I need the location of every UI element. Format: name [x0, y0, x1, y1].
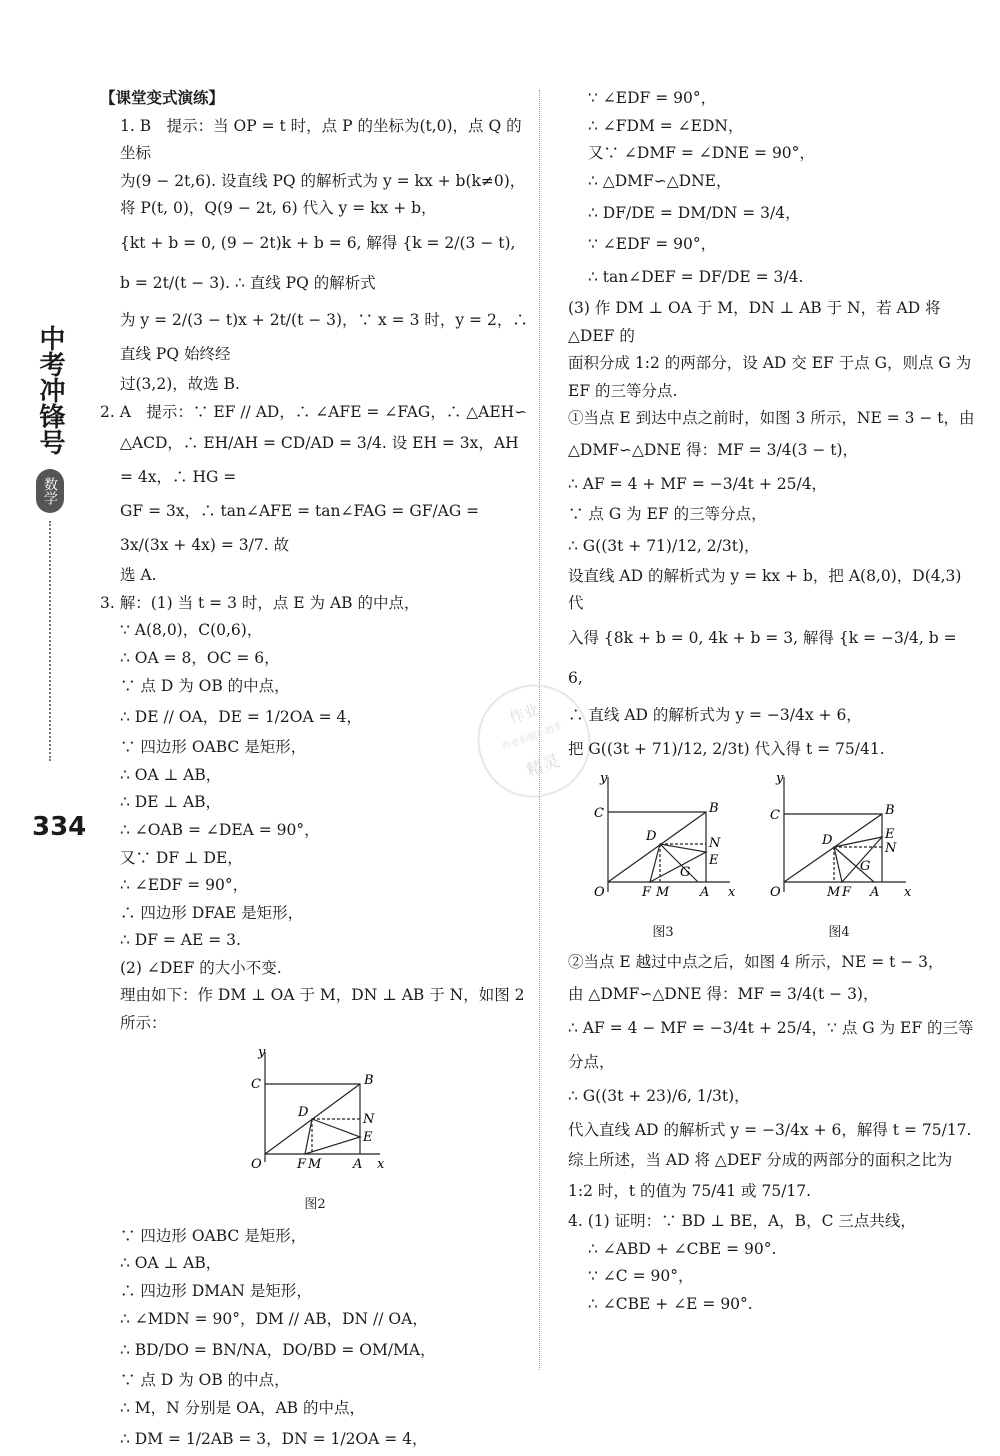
text-line: 1:2 时，t 的值为 75/41 或 75/17. — [568, 1182, 812, 1201]
text-line: 为 y = 2/(3 − t)x + 2t/(t − 3)，∵ x = 3 时，y = 2，∴ 直线 PQ 始终经 — [120, 310, 528, 363]
label-o: O — [770, 884, 781, 900]
label-m: M — [827, 884, 841, 900]
label-d: D — [822, 832, 833, 848]
triangle-def — [834, 837, 882, 882]
text-line: ∴ AF = 4 + MF = −3/4t + 25/4， — [568, 474, 828, 493]
text-line: 2. A 提示：∵ EF // AD，∴ ∠AFE = ∠FAG，∴ △AEH∽ — [100, 402, 528, 421]
text-line: ∴ 直线 AD 的解析式为 y = −3/4x + 6， — [568, 705, 862, 724]
text-line: ∴ AF = 4 − MF = −3/4t + 25/4，∵ 点 G 为 EF 的三等分点， — [568, 1018, 974, 1071]
text-line: ∴ M，N 分别是 OA，AB 的中点， — [120, 1398, 365, 1417]
text-line: ∴ OA = 8，OC = 6， — [120, 648, 280, 667]
text-line: ∵ 点 D 为 OB 的中点， — [120, 1371, 290, 1390]
label-m: M — [308, 1156, 322, 1172]
text-line: ∴ △DMF∽△DNE， — [588, 171, 732, 190]
text-line: ∴ ∠EDF = 90°， — [120, 876, 249, 895]
text-line: ①当点 E 到达中点之前时，如图 3 所示，NE = 3 − t，由 — [568, 409, 975, 428]
text-line: 1. B 提示：当 OP = t 时，点 P 的坐标为(t,0)，点 Q 的坐标 — [120, 116, 522, 163]
stamp-line1: 作业 — [506, 700, 542, 728]
label-a: A — [700, 884, 710, 900]
book-brand: 中考冲锋号 — [35, 325, 65, 455]
text-line: 过(3,2)，故选 B. — [120, 374, 240, 393]
text-line: ∴ ∠ABD + ∠CBE = 90°. — [588, 1239, 777, 1258]
label-y: y — [258, 1044, 266, 1060]
label-g: G — [680, 864, 691, 880]
label-c: C — [251, 1076, 261, 1092]
text-line: 3. 解：(1) 当 t = 3 时，点 E 为 AB 的中点， — [100, 593, 420, 612]
right-column — [568, 85, 976, 1318]
label-d: D — [646, 828, 657, 844]
label-y: y — [776, 771, 784, 786]
sidebar-dotted-line — [49, 521, 51, 761]
stamp-line2: 作业拍照小助手 — [501, 721, 564, 753]
text-line: ∴ DF = AE = 3. — [120, 931, 241, 950]
text-line: ∴ tan∠DEF = DF/DE = 3/4. — [588, 267, 804, 286]
figure-2-svg — [245, 1044, 385, 1182]
label-b: B — [364, 1072, 374, 1088]
figure-4-caption: 图4 — [828, 925, 850, 941]
text-line: ∵ 点 G 为 EF 的三等分点， — [568, 504, 767, 523]
text-line: ∴ ∠CBE + ∠E = 90°. — [588, 1294, 753, 1313]
figure-4 — [764, 772, 914, 947]
label-n: N — [709, 835, 721, 851]
text-line: ∴ 四边形 DMAN 是矩形， — [120, 1282, 312, 1301]
label-b: B — [709, 800, 719, 816]
text-line: ∵ ∠C = 90°， — [588, 1267, 694, 1286]
text-line: (2) ∠DEF 的大小不变. — [120, 958, 282, 977]
text-line: ∵ 点 D 为 OB 的中点， — [120, 676, 290, 695]
text-line: ∴ G((3t + 71)/12, 2/3t)， — [568, 536, 760, 555]
text-line: 入得 {8k + b = 0, 4k + b = 3, 解得 {k = −3/4, b = 6, — [568, 628, 957, 687]
label-y: y — [600, 771, 608, 786]
label-g: G — [860, 858, 871, 874]
sidebar — [32, 325, 68, 761]
triangle-def — [305, 1119, 360, 1154]
text-line: EF 的三等分点. — [568, 381, 678, 400]
text-line: 4. (1) 证明：∵ BD ⊥ BE，A，B，C 三点共线， — [568, 1212, 916, 1231]
label-n: N — [885, 840, 897, 856]
label-o: O — [594, 884, 605, 900]
label-f: F — [297, 1156, 307, 1172]
text-line: ②当点 E 越过中点之后，如图 4 所示，NE = t − 3， — [568, 952, 944, 971]
text-line: 又∵ ∠DMF = ∠DNE = 90°， — [588, 144, 815, 163]
stamp-line3: 精灵 — [523, 751, 563, 782]
figure-3-caption: 图3 — [652, 925, 674, 941]
text-line: 综上所述，当 AD 将 △DEF 分成的两部分的面积之比为 — [568, 1150, 953, 1169]
text-line: ∴ ∠OAB = ∠DEA = 90°， — [120, 820, 320, 839]
text-line: ∴ ∠FDM = ∠EDN， — [588, 116, 744, 135]
text-line: ∴ DE // OA，DE = 1/2OA = 4， — [120, 708, 362, 727]
text-line: 代入直线 AD 的解析式 y = −3/4x + 6，解得 t = 75/17. — [568, 1120, 972, 1139]
label-b: B — [885, 802, 895, 818]
figure-2-caption: 图2 — [304, 1197, 326, 1213]
label-e: E — [885, 826, 895, 842]
triangle-def — [650, 844, 706, 882]
text-line: 把 G((3t + 71)/12, 2/3t) 代入得 t = 75/41. — [568, 739, 885, 758]
text-line: △ACD，∴ EH/AH = CD/AD = 3/4. 设 EH = 3x，AH = 4x，∴ HG = — [120, 434, 519, 487]
text-line: ∴ OA ⊥ AB， — [120, 765, 222, 784]
label-o: O — [251, 1156, 262, 1172]
label-e: E — [709, 852, 719, 868]
text-line: ∴ BD/DO = BN/NA，DO/BD = OM/MA， — [120, 1341, 436, 1360]
label-a: A — [870, 884, 880, 900]
text-line: ∴ DM = 1/2AB = 3，DN = 1/2OA = 4， — [120, 1430, 428, 1449]
text-line: 又∵ DF ⊥ DE， — [120, 848, 243, 867]
text-line: GF = 3x，∴ tan∠AFE = tan∠FAG = GF/AG = 3x/(3x + 4x) = 3/7. 故 — [120, 502, 480, 555]
text-line: 面积分成 1:2 的两部分，设 AD 交 EF 于点 G，则点 G 为 — [568, 354, 972, 373]
label-f: F — [642, 884, 652, 900]
text-line: ∵ A(8,0)，C(0,6)， — [120, 621, 263, 640]
text-line: 为(9 − 2t,6). 设直线 PQ 的解析式为 y = kx + b(k≠0)， — [120, 171, 526, 190]
section-title: 【课堂变式演练】 — [100, 89, 225, 107]
figure-3 — [588, 772, 738, 947]
text-line: {kt + b = 0, (9 − 2t)k + b = 6, 解得 {k = 2/(3 − t), b = 2t/(t − 3). ∴ 直线 PQ 的解析式 — [120, 233, 516, 292]
label-x: x — [377, 1156, 385, 1172]
text-line: 将 P(t, 0)，Q(9 − 2t, 6) 代入 y = kx + b， — [120, 199, 437, 218]
text-line: 由 △DMF∽△DNE 得：MF = 3/4(t − 3)， — [568, 984, 879, 1003]
label-m: M — [656, 884, 670, 900]
text-line: 设直线 AD 的解析式为 y = kx + b，把 A(8,0)，D(4,3) 代 — [568, 566, 962, 613]
text-line: ∵ 四边形 OABC 是矩形， — [120, 738, 307, 757]
text-line: ∴ DE ⊥ AB， — [120, 793, 222, 812]
text-line: (3) 作 DM ⊥ OA 于 M，DN ⊥ AB 于 N，若 AD 将 △DEF 的 — [568, 298, 941, 345]
subject-badge: 数学 — [36, 469, 64, 513]
left-column — [100, 85, 530, 1456]
text-line: ∵ ∠EDF = 90°， — [588, 89, 717, 107]
text-line: ∵ ∠EDF = 90°， — [588, 235, 717, 254]
text-line: ∴ OA ⊥ AB， — [120, 1254, 222, 1273]
text-line: ∴ ∠MDN = 90°，DM // AB，DN // OA， — [120, 1309, 428, 1328]
figure-3-svg — [588, 772, 738, 910]
figure-2 — [245, 1044, 385, 1219]
text-line: ∴ G((3t + 23)/6, 1/3t)， — [568, 1086, 750, 1105]
label-f: F — [842, 884, 852, 900]
figure-4-svg — [764, 772, 914, 910]
label-n: N — [363, 1111, 375, 1127]
page-number: 334 — [32, 812, 87, 842]
text-line: ∴ 四边形 DFAE 是矩形， — [120, 903, 304, 922]
text-line: ∴ DF/DE = DM/DN = 3/4， — [588, 204, 801, 223]
text-line: △DMF∽△DNE 得：MF = 3/4(3 − t)， — [568, 440, 859, 459]
label-d: D — [298, 1104, 309, 1120]
figures-3-4 — [588, 772, 976, 947]
label-c: C — [594, 805, 604, 821]
label-c: C — [770, 807, 780, 823]
label-x: x — [728, 884, 736, 900]
text-line: 理由如下：作 DM ⊥ OA 于 M，DN ⊥ AB 于 N，如图 2 所示： — [120, 986, 525, 1033]
text-line: 选 A. — [120, 566, 157, 585]
label-a: A — [353, 1156, 363, 1172]
diagonal-ob — [608, 812, 706, 882]
text-line: ∵ 四边形 OABC 是矩形， — [120, 1226, 307, 1245]
label-x: x — [904, 884, 912, 900]
label-e: E — [363, 1129, 373, 1145]
